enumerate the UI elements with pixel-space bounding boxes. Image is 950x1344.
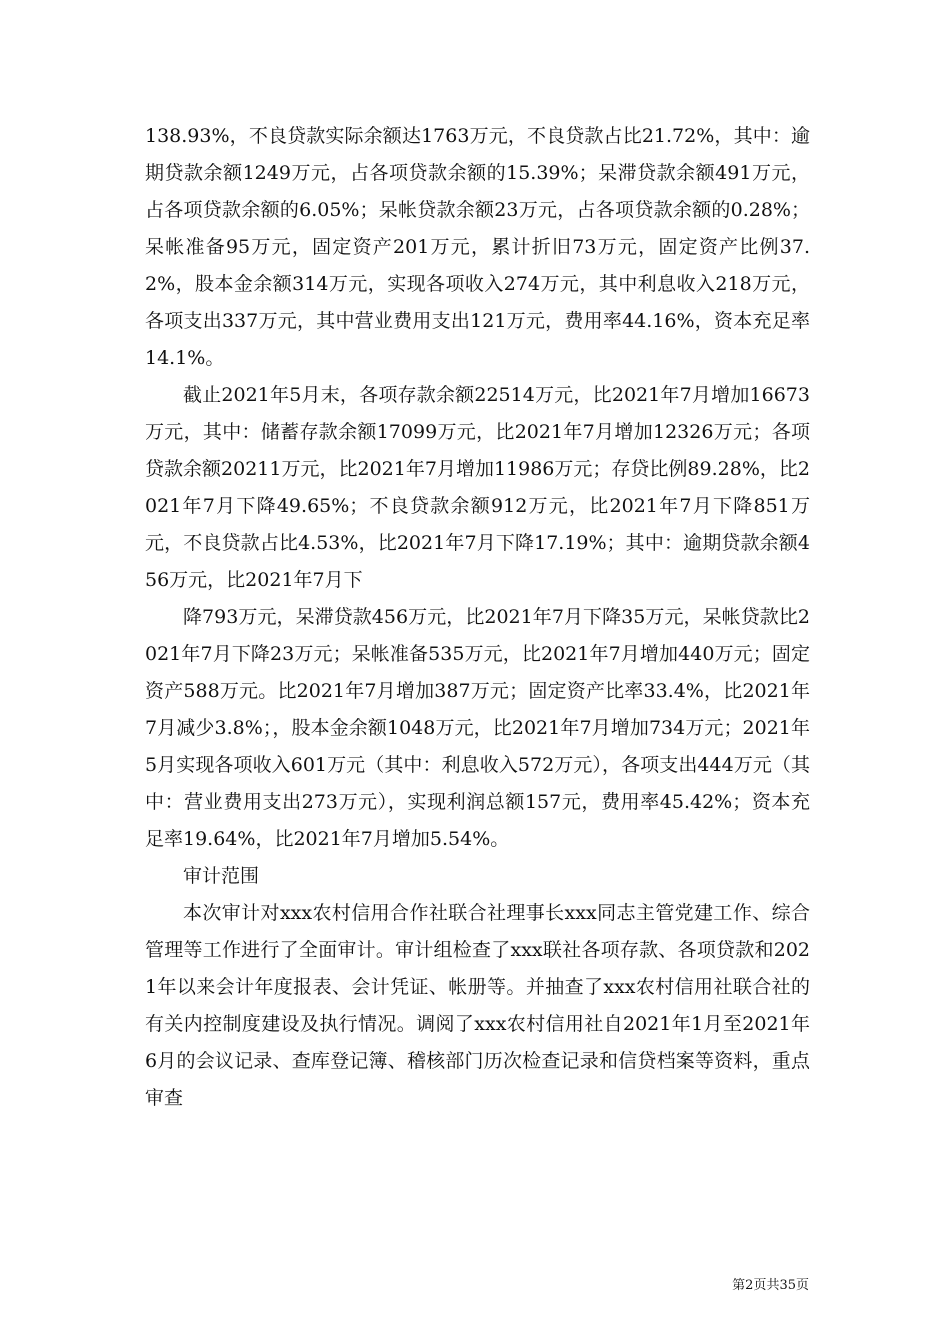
paragraph-loan-summary: 降793万元，呆滞贷款456万元，比2021年7月下降35万元，呆帐贷款比2021年7月下降23万元；呆帐准备535万元，比2021年7月增加440万元；固定资产588万元。比2021年7月增加387万元；固定资产比率33.4%，比2021年7月减少3.8%；，股本金余额1048万元，比2021年7月增加734万元；2021年5月实现各项收入601万元（其中：利息收入572万元），各项支出444万元（其中：营业费用支出273万元），实现利润总额157元，费用率45.42%；资本充足率19.64%，比2021年7月增加5.54%。 bbox=[145, 606, 810, 850]
page-number-footer: 第2页共35页 bbox=[732, 1278, 809, 1293]
document-body bbox=[145, 118, 810, 1117]
paragraph-deposit-summary: 截止2021年5月末，各项存款余额22514万元，比2021年7月增加16673万元，其中：储蓄存款余额17099万元，比2021年7月增加12326万元；各项贷款余额20211万元，比2021年7月增加11986万元；存贷比例89.28%，比2021年7月下降49.65%；不良贷款余额912万元，比2021年7月下降851万元，不良贷款占比4.53%，比2021年7月下降17.19%；其中：逾期贷款余额456万元，比2021年7月下 bbox=[145, 384, 810, 591]
section-heading-audit-scope: 审计范围 bbox=[183, 865, 260, 887]
paragraph-continuation: 138.93%，不良贷款实际余额达1763万元，不良贷款占比21.72%，其中：逾期贷款余额1249万元，占各项贷款余额的15.39%；呆滞贷款余额491万元，占各项贷款余额的6.05%；呆帐贷款余额23万元，占各项贷款余额的0.28%；呆帐准备95万元，固定资产201万元，累计折旧73万元，固定资产比例37.2%，股本金余额314万元，实现各项收入274万元，其中利息收入218万元，各项支出337万元，其中营业费用支出121万元，费用率44.16%，资本充足率14.1%。 bbox=[145, 125, 810, 369]
paragraph-audit-scope: 本次审计对xxx农村信用合作社联合社理事长xxx同志主管党建工作、综合管理等工作进行了全面审计。审计组检查了xxx联社各项存款、各项贷款和2021年以来会计年度报表、会计凭证、帐册等。并抽查了xxx农村信用社联合社的有关内控制度建设及执行情况。调阅了xxx农村信用社自2021年1月至2021年6月的会议记录、查库登记簿、稽核部门历次检查记录和信贷档案等资料，重点审查 bbox=[145, 902, 810, 1109]
